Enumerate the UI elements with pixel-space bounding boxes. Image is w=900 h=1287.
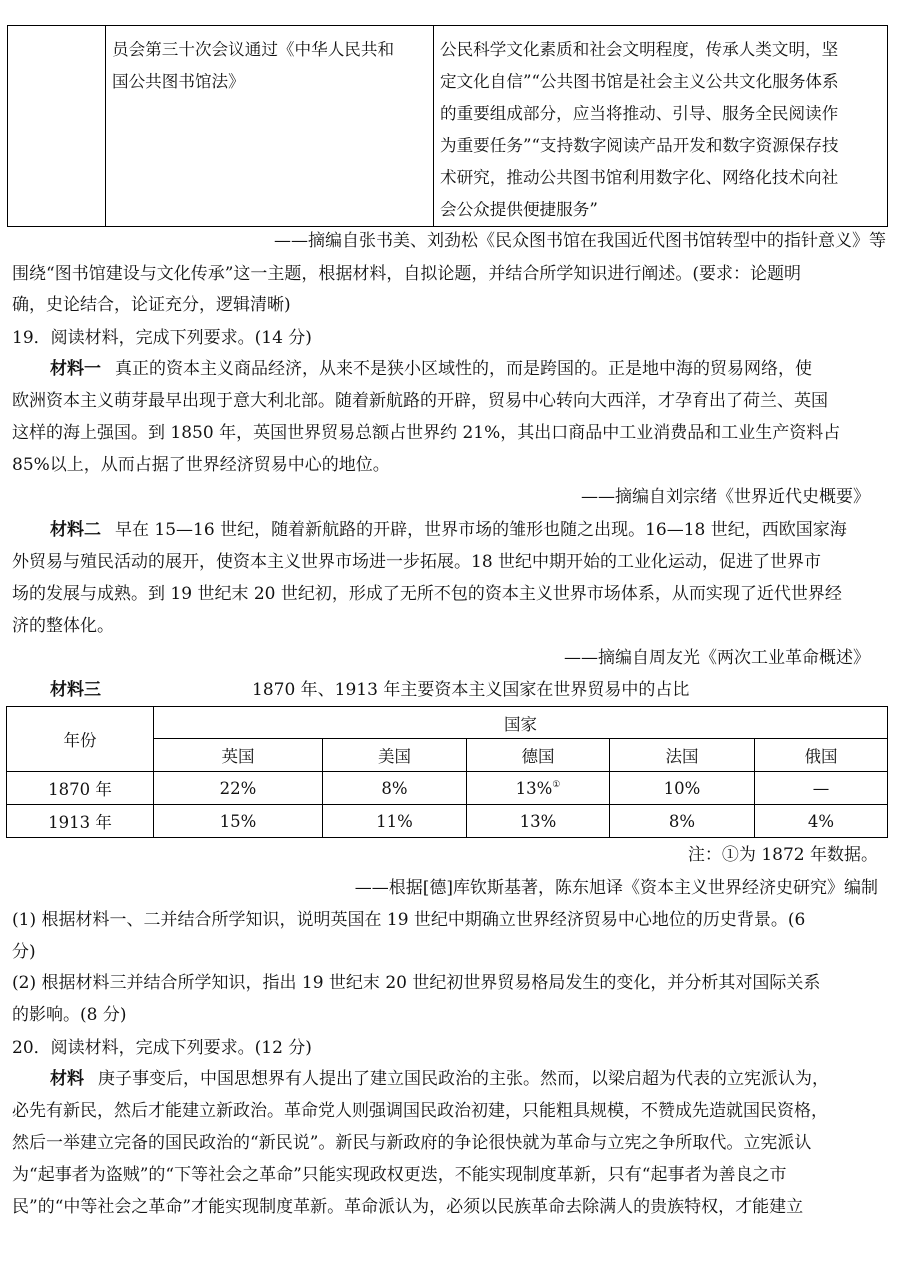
country-name: 英国: [154, 739, 323, 772]
q20-material-line: 必先有新民，然后才能建立新政治。革命党人则强调国民政治初建，只能粗具规模，不赞成先造就国民资格，: [12, 1101, 828, 1121]
material-label: 材料一: [50, 359, 101, 379]
q19-material1-line: 85%以上，从而占据了世界经济贸易中心的地位。: [12, 455, 390, 475]
footnote-mark: ①: [552, 779, 561, 790]
q20-material-line: 民”的“中等社会之革命”才能实现制度革新。革命派认为，必须以民族革命去除满人的贵族特权，才能建立: [12, 1197, 804, 1217]
q20-material-line: 为“起事者为盗贼”的“下等社会之革命”只能实现政权更迭，不能实现制度革新，只有“起事者为善良之市: [12, 1165, 787, 1185]
q19-material1-line: 真正的资本主义商品经济，从来不是狭小区域性的，而是跨国的。正是地中海的贸易网络，使: [115, 359, 812, 379]
q20-material-line: 庚子事变后，中国思想界有人提出了建立国民政治的主张。然而，以梁启超为代表的立宪派认为，: [98, 1069, 829, 1089]
q19-material2-source: ——摘编自周友光《两次工业革命概述》: [564, 648, 870, 668]
table-cell: 15%: [154, 805, 323, 838]
table-cell: 10%: [610, 772, 755, 805]
trade-share-table: [6, 706, 888, 838]
table-cell: 8%: [323, 772, 467, 805]
table-row: [7, 805, 888, 838]
q19-subquestion-2: 的影响。(8 分): [12, 1005, 127, 1025]
table-cell-year: 1870 年: [7, 772, 154, 805]
policy-table-col3-line: 术研究，推动公共图书馆利用数字化、网络化技术向社: [440, 168, 839, 187]
table-cell: 8%: [610, 805, 755, 838]
q19-subquestion-2: (2) 根据材料三并结合所学知识，指出 19 世纪末 20 世纪初世界贸易格局发生的变化，并分析其对国际关系: [12, 973, 821, 993]
country-header: 国家: [154, 707, 888, 739]
table-cell: 11%: [323, 805, 467, 838]
policy-table-col2-line: 国公共图书馆法》: [112, 72, 245, 91]
q19-subquestion-1: (1) 根据材料一、二并结合所学知识，说明英国在 19 世纪中期确立世界经济贸易中心地位的历史背景。(6: [12, 910, 806, 930]
table-cell-value: 13%: [515, 778, 553, 798]
q18-source: ——摘编自张书美、刘劲松《民众图书馆在我国近代图书馆转型中的指针意义》等: [274, 231, 886, 251]
q19-material3-label: 材料三: [50, 680, 101, 700]
policy-table-col3: [434, 26, 888, 227]
q19-material1-line: 欧洲资本主义萌芽最早出现于意大利北部。随着新航路的开辟，贸易中心转向大西洋，才孕育出了荷兰、英国: [12, 391, 828, 411]
policy-table: [7, 25, 888, 227]
country-name: 美国: [323, 739, 467, 772]
q19-material2-line: 早在 15—16 世纪，随着新航路的开辟，世界市场的雏形也随之出现。16—18 世纪，西欧国家海: [115, 520, 847, 540]
q18-prompt-line: 确，史论结合，论证充分，逻辑清晰): [12, 295, 291, 315]
table-cell: [467, 772, 610, 805]
policy-table-col1: [8, 26, 106, 227]
q19-material3-source: ——根据[德]库钦斯基著，陈东旭译《资本主义世界经济史研究》编制: [354, 878, 878, 898]
country-name: 俄国: [755, 739, 888, 772]
q19-material2-line: 济的整体化。: [12, 616, 114, 636]
q19-material1-line: 这样的海上强国。到 1850 年，英国世界贸易总额占世界约 21%，其出口商品中工业消费品和工业生产资料占: [12, 423, 841, 443]
q19-material1-source: ——摘编自刘宗绪《世界近代史概要》: [581, 487, 870, 507]
q19-subquestion-1: 分): [12, 942, 36, 962]
policy-table-col3-line: 的重要组成部分，应当将推动、引导、服务全民阅读作: [440, 104, 839, 123]
country-name: 德国: [467, 739, 610, 772]
table-title: 1870 年、1913 年主要资本主义国家在世界贸易中的占比: [252, 680, 690, 700]
q19-material2-label: [50, 522, 847, 539]
q20-title: 20．阅读材料，完成下列要求。(12 分): [12, 1038, 312, 1058]
material-label: 材料: [50, 1069, 84, 1089]
table-cell: 13%: [467, 805, 610, 838]
q20-material-label: [50, 1071, 829, 1088]
q20-material-line: 然后一举建立完备的国民政治的“新民说”。新民与新政府的争论很快就为革命与立宪之争所取代。立宪派认: [12, 1133, 812, 1153]
year-header: 年份: [7, 707, 154, 772]
table-note: 注：①为 1872 年数据。: [687, 845, 878, 865]
policy-table-col2-line: 员会第三十次会议通过《中华人民共和: [112, 40, 395, 59]
table-cell: 22%: [154, 772, 323, 805]
policy-table-col2: [106, 26, 434, 227]
policy-table-col3-line: 公民科学文化素质和社会文明程度，传承人类文明，坚: [440, 40, 839, 59]
q19-material1-label: [50, 361, 812, 378]
table-cell-year: 1913 年: [7, 805, 154, 838]
table-cell: —: [755, 772, 888, 805]
q19-material2-line: 外贸易与殖民活动的展开，使资本主义世界市场进一步拓展。18 世纪中期开始的工业化运动，促进了世界市: [12, 552, 822, 572]
table-cell: 4%: [755, 805, 888, 838]
policy-table-col3-line: 为重要任务”“支持数字阅读产品开发和数字资源保存技: [440, 136, 839, 155]
q18-prompt-line: 围绕“图书馆建设与文化传承”这一主题，根据材料，自拟论题，并结合所学知识进行阐述。(要求：论题明: [12, 264, 802, 284]
policy-table-col3-line: 定文化自信”“公共图书馆是社会主义公共文化服务体系: [440, 72, 839, 91]
country-name: 法国: [610, 739, 755, 772]
material-label: 材料二: [50, 520, 101, 540]
q19-material2-line: 场的发展与成熟。到 19 世纪末 20 世纪初，形成了无所不包的资本主义世界市场体系，从而实现了近代世界经: [12, 584, 842, 604]
table-row: [7, 772, 888, 805]
q19-title: 19．阅读材料，完成下列要求。(14 分): [12, 328, 312, 348]
policy-table-col3-line: 会公众提供便捷服务”: [440, 200, 598, 219]
